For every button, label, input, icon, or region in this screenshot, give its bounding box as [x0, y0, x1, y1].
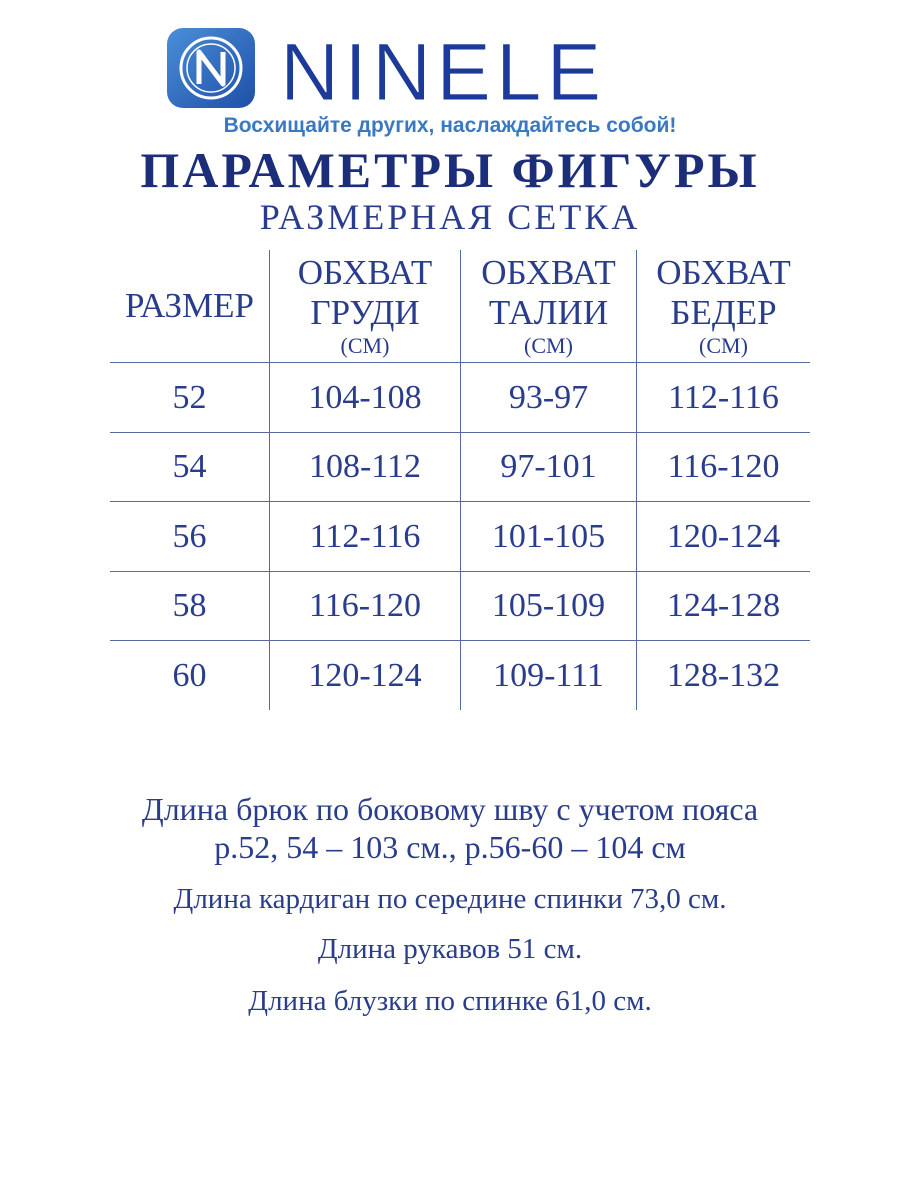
header-bust [270, 250, 460, 362]
table-cell: 108-112 [308, 448, 422, 485]
header-unit: (СМ) [699, 333, 748, 358]
table-cell: 104-108 [308, 378, 422, 416]
table-cell: 120-124 [308, 656, 422, 694]
note-blouse: Длина блузки по спинке 61,0 см. [248, 985, 652, 1017]
table-cell: 109-111 [493, 656, 604, 694]
header-waist [461, 250, 636, 362]
table-cell: 116-120 [308, 587, 422, 624]
table-cell: 124-128 [666, 587, 781, 624]
header-label: РАЗМЕР [125, 286, 254, 325]
brand-name: NINELE [280, 27, 607, 118]
header-label: ТАЛИИ [488, 293, 609, 332]
table-cell: 60 [172, 656, 207, 694]
table-cell: 116-120 [667, 448, 780, 485]
header-size [110, 250, 269, 362]
header-label: ОБХВАТ [656, 253, 791, 292]
table-cell: 97-101 [500, 448, 597, 485]
note-trousers-line1: Длина брюк по боковому шву с учетом пояса [141, 791, 759, 827]
page-title: ПАРАМЕТРЫ ФИГУРЫ [140, 142, 760, 198]
note-trousers-line2: р.52, 54 – 103 см., р.56-60 – 104 см [214, 829, 686, 865]
table-cell: 58 [172, 587, 207, 624]
header-unit: (СМ) [340, 333, 390, 358]
header-label: ОБХВАТ [481, 253, 616, 292]
table-cell: 112-116 [309, 517, 421, 555]
table-cell: 105-109 [491, 587, 606, 624]
table-cell: 56 [172, 517, 207, 555]
page-subtitle: РАЗМЕРНАЯ СЕТКА [259, 197, 641, 237]
table-cell: 112-116 [668, 378, 779, 416]
note-cardigan: Длина кардиган по середине спинки 73,0 см. [173, 883, 727, 915]
header-label: БЕДЕР [670, 293, 777, 332]
brand-tagline: Восхищайте других, наслаждайтесь собой! [223, 114, 677, 137]
header-label: ГРУДИ [310, 293, 420, 332]
table-cell: 101-105 [491, 517, 606, 555]
note-trousers [0, 790, 900, 866]
table-cell: 93-97 [508, 378, 589, 416]
header-unit: (СМ) [524, 333, 573, 358]
table-cell: 54 [172, 448, 207, 485]
note-sleeves: Длина рукавов 51 см. [317, 933, 583, 965]
header-hips [637, 250, 810, 362]
table-cell: 128-132 [666, 656, 781, 694]
table-cell: 52 [172, 378, 207, 416]
header-label: ОБХВАТ [297, 253, 433, 292]
table-cell: 120-124 [666, 517, 781, 555]
